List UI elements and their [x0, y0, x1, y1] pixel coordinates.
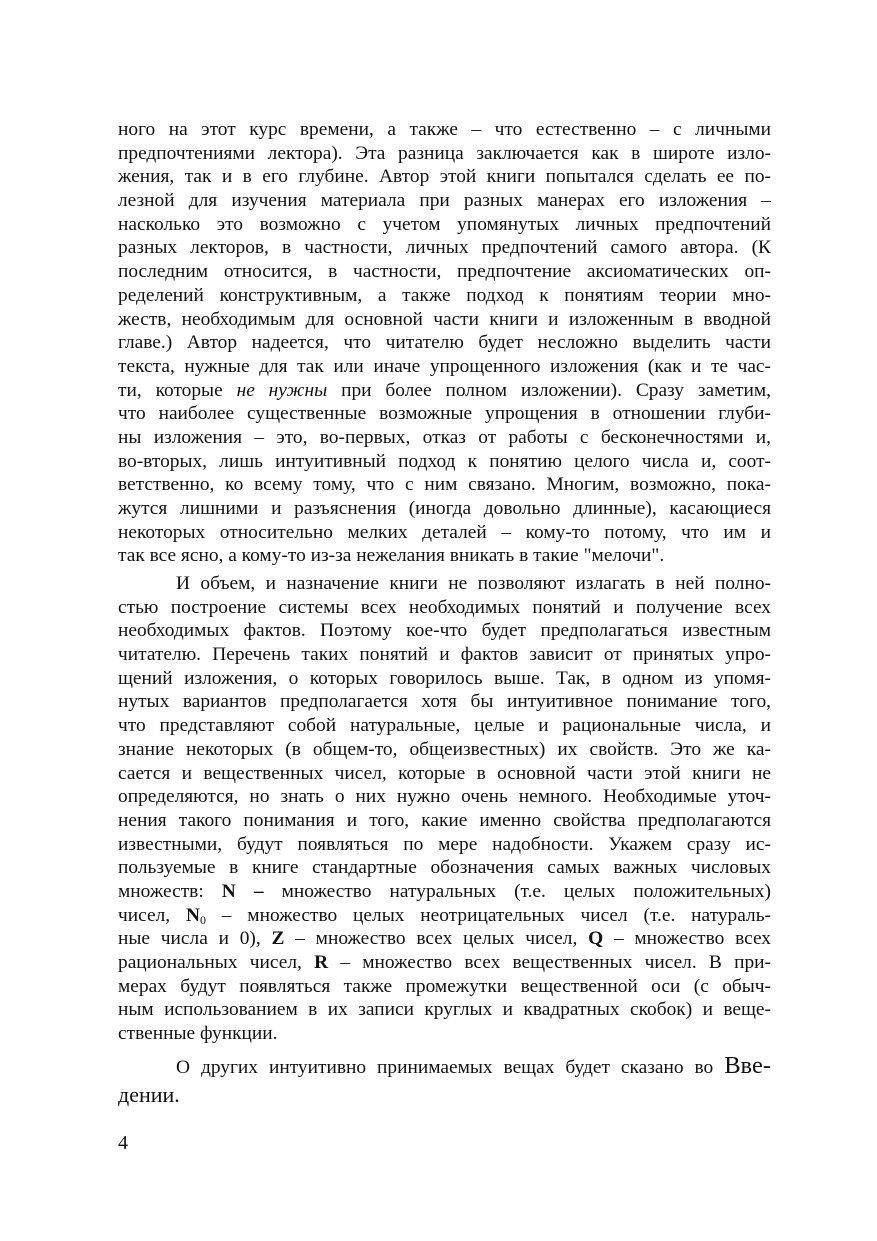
text-span: – множество всех [603, 928, 772, 950]
text-line: нения такого понимания и того, какие именно свойства предполагаются [118, 809, 771, 831]
text-line [118, 1054, 771, 1080]
text-line: текста, нужные для так или иначе упрощенного изложения (как и те час- [118, 355, 771, 377]
text-line: И объем, и назначение книги не позволяют излагать в ней полно- [176, 573, 771, 594]
text-line: жеств, необходимым для основной части книги и изложенным в вводной [118, 308, 771, 330]
text-line: щений изложения, о которых говорилось выше. Так, в одном из упомя- [118, 667, 771, 689]
text-line: стью построение системы всех необходимых понятий и получение всех [118, 596, 771, 618]
text-line: насколько это возможно с учетом упомянутых личных предпочтений [118, 213, 771, 235]
text-span: О других интуитивно принимаемых вещах будет сказано во [176, 1057, 725, 1078]
text-span: рациональных чисел, [118, 952, 315, 973]
text-line: определяются, но знать о них нужно очень немного. Необходимые уточ- [118, 786, 771, 808]
text-line: мерах будут появляться также промежутки вещественной оси (с обыч- [118, 975, 771, 997]
text-line [118, 951, 771, 975]
text-line: нутых вариантов предполагается хотя бы интуитивное понимание того, [118, 691, 771, 713]
text-line: жения, так и в его глубине. Автор этой книги попытался сделать ее по- [118, 166, 771, 188]
text-span-large: Вве- [724, 1052, 771, 1079]
text-span: при более полном изложении). Сразу заметим, [327, 379, 771, 401]
text-line: дении. [118, 1081, 180, 1107]
set-symbol-naturals-zero: N [185, 904, 200, 926]
text-line [118, 379, 771, 403]
text-line [118, 880, 771, 904]
subscript-zero: 0 [199, 912, 206, 927]
set-symbol-naturals: N – [221, 880, 264, 902]
text-line: читателю. Перечень таких понятий и фактов зависит от принятых упро- [118, 644, 771, 666]
text-span: множество натуральных (т.е. целых положительных) [263, 880, 772, 902]
text-line: разных лекторов, в частности, личных предпочтений самого автора. (К [118, 237, 771, 259]
text-line: так все ясно, а кому-то из-за нежелания вникать в такие "мелочи". [118, 545, 665, 567]
text-line [118, 927, 771, 951]
text-line: ветственно, ко всему тому, что с ним связано. Многим, возможно, пока- [118, 474, 771, 496]
set-symbol-rationals: Q [588, 928, 604, 950]
text-span: множеств: [118, 880, 222, 902]
text-line: что наиболее существенные возможные упрощения в отношении глуби- [118, 403, 771, 425]
page-number: 4 [118, 1132, 128, 1154]
paragraph-1 [118, 118, 771, 568]
text-line: лезной для изучения материала при разных манерах его изложения – [118, 190, 771, 212]
text-span: ные числа и 0), [118, 928, 272, 950]
set-symbol-integers: Z [271, 928, 285, 950]
text-line: необходимых фактов. Поэтому кое-что будет предполагаться известным [118, 620, 771, 642]
text-line: ного на этот курс времени, а также – что естественно – с личными [118, 119, 771, 140]
text-line: ределений конструктивным, а также подход к понятиям теории мно- [118, 284, 771, 306]
text-line: сается и вещественных чисел, которые в основной части этой книги не [118, 762, 771, 784]
text-line: что представляют собой натуральные, целые и рациональные числа, и [118, 715, 771, 737]
text-line: некоторых относительно мелких деталей – кому-то потому, что им и [118, 521, 771, 543]
text-span: ти, которые [118, 379, 237, 401]
paragraph-2 [118, 572, 771, 1046]
text-line: ным использованием в их записи круглых и квадратных скобок) и веще- [118, 999, 771, 1021]
set-symbol-reals: R [314, 952, 329, 973]
text-line: пользуемые в книге стандартные обозначения самых важных числовых [118, 857, 771, 879]
text-line: знание некоторых (в общем-то, общеизвестных) их свойств. Это же ка- [118, 738, 771, 760]
text-line [118, 904, 771, 928]
text-span: – множество всех целых чисел, [284, 928, 589, 950]
text-span: – множество всех вещественных чисел. В при- [328, 952, 771, 973]
text-line: жутся лишними и разъяснения (иногда довольно длинные), касающиеся [118, 498, 771, 519]
text-line: во-вторых, лишь интуитивный подход к понятию целого числа и, соот- [118, 450, 771, 472]
text-span: – множество целых неотрицательных чисел (т.е. натураль- [205, 904, 771, 926]
text-line: ны изложения – это, во-первых, отказ от работы с бесконечностями и, [118, 426, 771, 448]
italic-emphasis: не нужны [236, 379, 328, 401]
text-line: известными, будут появляться по мере надобности. Укажем сразу ис- [118, 833, 771, 855]
paragraph-3 [118, 1054, 771, 1110]
text-line: главе.) Автор надеется, что читателю будет несложно выделить части [118, 332, 771, 354]
text-line: последним относится, в частности, предпочтение аксиоматических оп- [118, 261, 771, 283]
text-line: ственные функции. [118, 1023, 278, 1045]
text-line: предпочтениями лектора). Эта разница заключается как в широте изло- [118, 142, 771, 164]
text-span: чисел, [118, 904, 186, 926]
